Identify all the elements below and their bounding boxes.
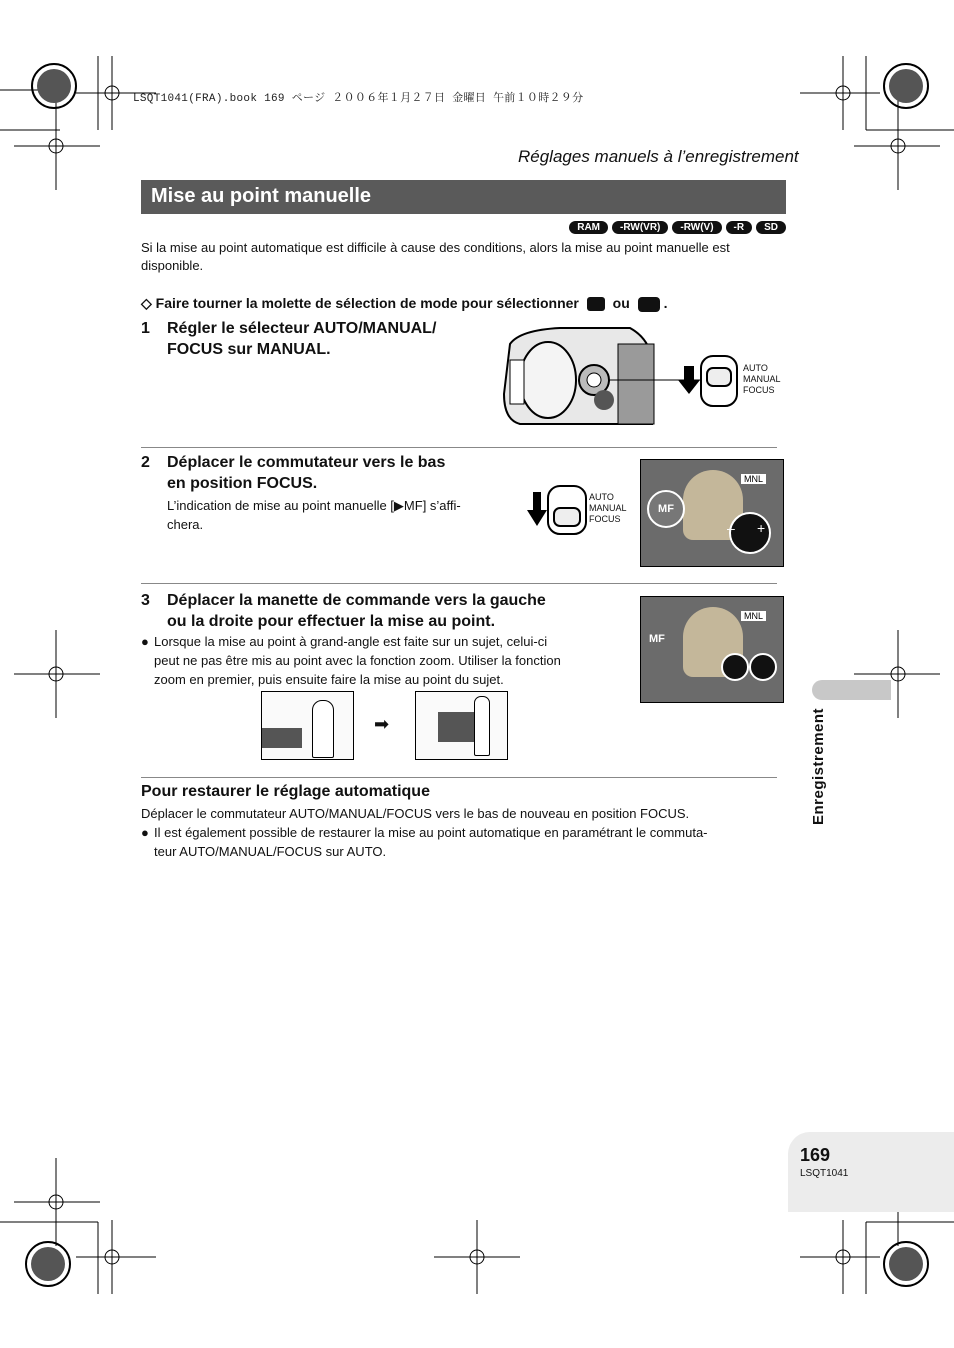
label-focus: FOCUS bbox=[743, 385, 775, 395]
arrow-right-icon: ➡ bbox=[374, 714, 390, 734]
step2-desc1: L’indication de mise au point manuelle [▶MF] s’affi- bbox=[167, 498, 461, 513]
step2-number: 2 bbox=[141, 454, 150, 471]
bullet-icon: ● bbox=[141, 825, 149, 840]
step3-bullets bbox=[141, 632, 621, 689]
switch-labels-step1 bbox=[743, 363, 781, 396]
page-number: 169 bbox=[800, 1145, 831, 1165]
step-prep bbox=[141, 295, 668, 312]
restore-body bbox=[141, 804, 791, 861]
diamond-icon: ◇ bbox=[141, 295, 152, 311]
bullet-item bbox=[141, 823, 791, 861]
step3-number: 3 bbox=[141, 592, 150, 609]
media-badges bbox=[569, 221, 786, 234]
badge-rw-vr: -RW(VR) bbox=[612, 221, 668, 234]
restore-title: Pour restaurer le réglage automatique bbox=[141, 783, 430, 800]
label-auto: AUTO bbox=[589, 492, 614, 502]
page-code: LSQT1041 bbox=[800, 1168, 849, 1179]
step2-title bbox=[167, 452, 445, 494]
mnl-indicator: MNL bbox=[741, 611, 766, 621]
divider bbox=[141, 447, 777, 448]
section-title: Réglages manuels à l’enregistrement bbox=[518, 147, 799, 166]
mnl-indicator: MNL bbox=[741, 474, 766, 484]
chapter-label: Enregistrement bbox=[810, 708, 827, 826]
joystick-left-icon bbox=[721, 653, 749, 681]
step-prep-or: ou bbox=[612, 295, 630, 311]
wide-angle-illustration bbox=[261, 691, 354, 760]
file-header: LSQT1041(FRA).book 169 ページ ２００６年１月２７日 金曜日 午前１０時２９分 bbox=[133, 93, 584, 105]
bus-image bbox=[262, 728, 302, 748]
bullet-icon: ● bbox=[141, 634, 149, 649]
step-prep-suffix: . bbox=[663, 295, 668, 311]
step3-line2: ou la droite pour effectuer la mise au point. bbox=[167, 613, 496, 630]
zoom-illustration bbox=[415, 691, 508, 760]
badge-r: -R bbox=[726, 221, 753, 234]
lcd-screen-step3 bbox=[640, 596, 784, 703]
photo-camera-icon bbox=[638, 297, 660, 312]
step1-number: 1 bbox=[141, 320, 150, 337]
step3-title bbox=[167, 590, 546, 632]
heading: Mise au point manuelle bbox=[151, 185, 372, 207]
divider bbox=[141, 583, 777, 584]
step3-b1: Lorsque la mise au point à grand-angle est faite sur un sujet, celui-ci bbox=[154, 634, 548, 649]
step3-b3: zoom en premier, puis ensuite faire la mise au point du sujet. bbox=[154, 672, 504, 687]
switch-illustration bbox=[526, 484, 596, 536]
step3-line1: Déplacer la manette de commande vers la gauche bbox=[167, 592, 546, 609]
restore-b1: Il est également possible de restaurer la mise au point automatique en paramétrant le commuta- bbox=[154, 825, 708, 840]
step2-line2: en position FOCUS. bbox=[167, 475, 318, 492]
label-manual: MANUAL bbox=[589, 503, 627, 513]
video-camera-icon bbox=[587, 297, 605, 311]
person-image bbox=[312, 700, 334, 758]
label-manual: MANUAL bbox=[743, 374, 781, 384]
bullet-item bbox=[141, 632, 621, 689]
intro-text: Si la mise au point automatique est difficile à cause des conditions, alors la mise au point manuelle est disponible. bbox=[141, 240, 730, 273]
step3-b2: peut ne pas être mis au point avec la fonction zoom. Utiliser la fonction bbox=[154, 653, 561, 668]
mf-indicator: MF bbox=[647, 490, 685, 528]
lcd-screen-step2 bbox=[640, 459, 784, 567]
step1-line2: FOCUS sur MANUAL. bbox=[167, 341, 331, 358]
step1-title bbox=[167, 318, 436, 360]
label-focus: FOCUS bbox=[589, 514, 621, 524]
step2-desc2: chera. bbox=[167, 517, 204, 532]
badge-rw-v: -RW(V) bbox=[672, 221, 721, 234]
minus-sign: – bbox=[727, 520, 735, 536]
heading-bar bbox=[141, 180, 786, 214]
switch-labels-step2 bbox=[589, 492, 627, 525]
step2-desc bbox=[167, 496, 461, 534]
joystick-right-icon bbox=[749, 653, 777, 681]
person-image bbox=[474, 696, 490, 756]
restore-b2: teur AUTO/MANUAL/FOCUS sur AUTO. bbox=[154, 844, 387, 859]
divider bbox=[141, 777, 777, 778]
step1-line1: Régler le sélecteur AUTO/MANUAL/ bbox=[167, 320, 437, 337]
chapter-tab bbox=[812, 680, 891, 700]
step2-line1: Déplacer le commutateur vers le bas bbox=[167, 454, 446, 471]
bus-image bbox=[438, 712, 474, 742]
plus-sign: + bbox=[757, 520, 766, 536]
badge-ram: RAM bbox=[569, 221, 608, 234]
label-auto: AUTO bbox=[743, 363, 768, 373]
restore-line1: Déplacer le commutateur AUTO/MANUAL/FOCUS vers le bas de nouveau en position FOCUS. bbox=[141, 806, 690, 821]
step-prep-text: Faire tourner la molette de sélection de mode pour sélectionner bbox=[155, 295, 579, 311]
mf-indicator: MF bbox=[649, 633, 665, 645]
badge-sd: SD bbox=[756, 221, 786, 234]
